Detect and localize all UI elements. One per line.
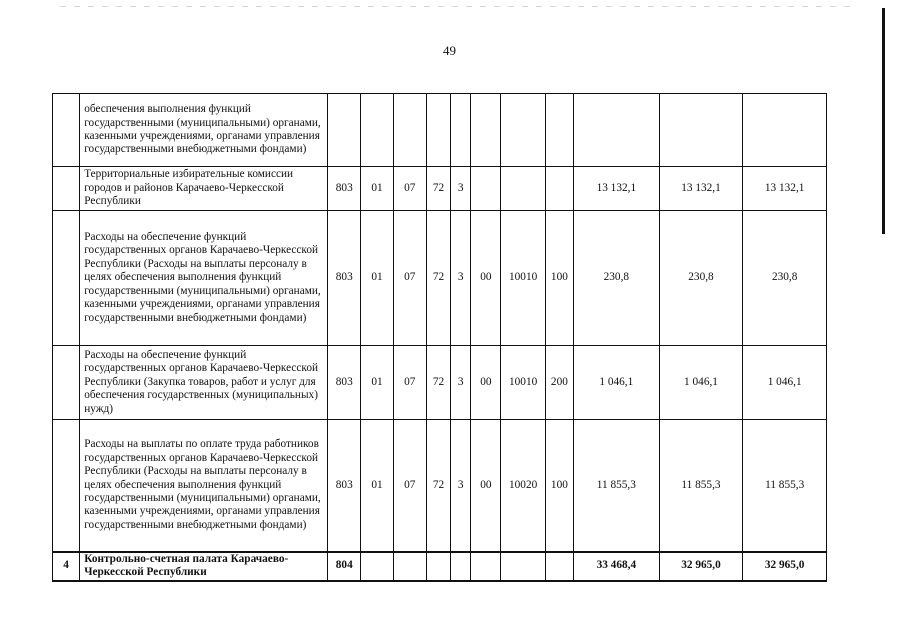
program-code: 72 <box>426 346 450 420</box>
ministry-code: 803 <box>328 167 361 211</box>
row-number <box>53 346 80 420</box>
event-code: 00 <box>471 346 501 420</box>
row-number <box>53 167 80 211</box>
amount-year-3: 11 855,3 <box>743 420 827 552</box>
amount-year-1: 33 468,4 <box>574 552 660 581</box>
amount-year-1 <box>574 94 660 167</box>
direction-code <box>501 552 545 581</box>
amount-year-1: 230,8 <box>574 211 660 346</box>
program-code: 72 <box>426 420 450 552</box>
event-code: 00 <box>471 211 501 346</box>
ministry-code: 804 <box>328 552 361 581</box>
ministry-code: 803 <box>328 211 361 346</box>
row-description: Расходы на обеспечение функций государственных органов Карачаево-Черкесской Республики (Расходы на выплаты персоналу в целях обеспечения выполнения функций государственными (муниципальными) органами, казенными учреждениями, органами управления государственными внебюджетными фондами) <box>80 211 328 346</box>
subprogram-code: 3 <box>451 346 471 420</box>
amount-year-3: 13 132,1 <box>743 167 827 211</box>
table-row <box>53 346 827 420</box>
expense-type-code <box>545 167 573 211</box>
subsection-code: 07 <box>393 211 426 346</box>
subsection-code: 07 <box>393 167 426 211</box>
amount-year-2: 13 132,1 <box>659 167 743 211</box>
amount-year-1: 11 855,3 <box>574 420 660 552</box>
amount-year-1: 1 046,1 <box>574 346 660 420</box>
program-code <box>426 94 450 167</box>
table-row <box>53 94 827 167</box>
table-row <box>53 420 827 552</box>
program-code <box>426 552 450 581</box>
row-number <box>53 94 80 167</box>
subprogram-code <box>451 94 471 167</box>
expense-type-code: 200 <box>545 346 573 420</box>
direction-code: 10010 <box>501 211 545 346</box>
section-code: 01 <box>361 346 393 420</box>
section-code: 01 <box>361 420 393 552</box>
table-row <box>53 211 827 346</box>
row-number <box>53 420 80 552</box>
section-code: 01 <box>361 211 393 346</box>
subprogram-code <box>451 552 471 581</box>
subsection-code: 07 <box>393 420 426 552</box>
amount-year-3: 32 965,0 <box>743 552 827 581</box>
row-description: Расходы на выплаты по оплате труда работников государственных органов Карачаево-Черкесской Республики (Расходы на выплаты персоналу в целях обеспечения выполнения функций государственными (муниципальными) органами, казенными учреждениями, органами управления государственными внебюджетными фондами) <box>80 420 328 552</box>
amount-year-2: 32 965,0 <box>659 552 743 581</box>
event-code <box>471 94 501 167</box>
subprogram-code: 3 <box>451 167 471 211</box>
program-code: 72 <box>426 211 450 346</box>
table-row <box>53 167 827 211</box>
row-description: Контрольно-счетная палата Карачаево-Черкесской Республики <box>80 552 328 581</box>
program-code: 72 <box>426 167 450 211</box>
ministry-code <box>328 94 361 167</box>
amount-year-3: 1 046,1 <box>743 346 827 420</box>
amount-year-3 <box>743 94 827 167</box>
row-number <box>53 211 80 346</box>
subprogram-code: 3 <box>451 211 471 346</box>
amount-year-2: 230,8 <box>659 211 743 346</box>
event-code <box>471 552 501 581</box>
expense-type-code <box>545 94 573 167</box>
amount-year-1: 13 132,1 <box>574 167 660 211</box>
ministry-code: 803 <box>328 420 361 552</box>
expense-type-code: 100 <box>545 420 573 552</box>
section-code <box>361 94 393 167</box>
row-description: Расходы на обеспечение функций государственных органов Карачаево-Черкесской Республики (Закупка товаров, работ и услуг для обеспечения государственных (муниципальных) нужд) <box>80 346 328 420</box>
subsection-code: 07 <box>393 346 426 420</box>
event-code <box>471 167 501 211</box>
event-code: 00 <box>471 420 501 552</box>
amount-year-2 <box>659 94 743 167</box>
row-description: обеспечения выполнения функций государственными (муниципальными) органами, казенными учреждениями, органами управления государственными внебюджетными фондами) <box>80 94 328 167</box>
row-number: 4 <box>53 552 80 581</box>
scan-edge-mark <box>882 8 885 234</box>
budget-table <box>52 93 827 582</box>
page-number: 49 <box>443 43 456 58</box>
subsection-code <box>393 552 426 581</box>
section-code <box>361 552 393 581</box>
section-code: 01 <box>361 167 393 211</box>
row-description: Территориальные избирательные комиссии городов и районов Карачаево-Черкесской Республики <box>80 167 328 211</box>
direction-code <box>501 167 545 211</box>
subprogram-code: 3 <box>451 420 471 552</box>
amount-year-2: 11 855,3 <box>659 420 743 552</box>
expense-type-code <box>545 552 573 581</box>
expense-type-code: 100 <box>545 211 573 346</box>
scan-artifact <box>60 6 850 7</box>
direction-code: 10020 <box>501 420 545 552</box>
amount-year-3: 230,8 <box>743 211 827 346</box>
direction-code: 10010 <box>501 346 545 420</box>
amount-year-2: 1 046,1 <box>659 346 743 420</box>
table-row-total <box>53 552 827 581</box>
ministry-code: 803 <box>328 346 361 420</box>
subsection-code <box>393 94 426 167</box>
direction-code <box>501 94 545 167</box>
